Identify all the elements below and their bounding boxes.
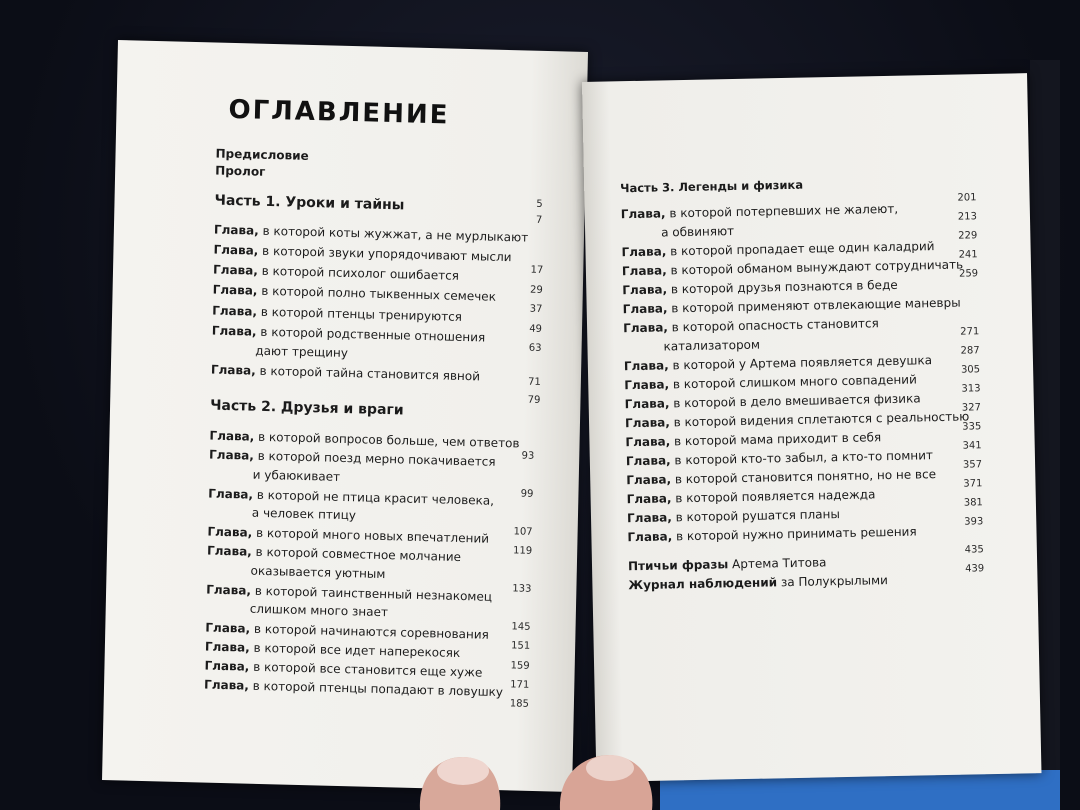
- entry-lead: Глава,: [621, 263, 667, 279]
- chapter-entry: [663, 338, 760, 354]
- chapter-entry: [627, 507, 840, 525]
- chapter-entry: [205, 640, 461, 661]
- page-number: 93: [521, 450, 535, 462]
- entry-text: дают трещину: [255, 343, 349, 361]
- left-book-page: [102, 40, 588, 792]
- page-number: 17: [530, 264, 544, 276]
- entry-lead: Глава,: [210, 362, 256, 378]
- entry-lead: Глава,: [209, 428, 255, 444]
- entry-text: и убаюкивает: [252, 467, 341, 484]
- chapter-entry: [208, 487, 494, 508]
- chapter-entry: [213, 263, 459, 283]
- page-number: 71: [527, 376, 541, 388]
- page-number: 305: [960, 364, 981, 376]
- entry-lead: Глава,: [212, 303, 258, 319]
- chapter-entry: [253, 468, 341, 484]
- page-number: 63: [528, 342, 542, 354]
- entry-lead: Глава,: [212, 282, 258, 298]
- entry-text: в которой вопросов больше, чем ответов: [254, 429, 520, 451]
- entry-lead: Глава,: [208, 486, 254, 502]
- page-number: 313: [961, 383, 981, 395]
- chapter-entry: [661, 224, 734, 239]
- entry-text: в которой у Артема появляется девушка: [668, 353, 933, 373]
- page-number: 213: [957, 211, 978, 223]
- chapter-entry: [207, 544, 461, 564]
- entry-text: в которой опасность становится: [667, 316, 879, 335]
- entry-text: в которой начинаются соревнования: [250, 621, 490, 642]
- page-number: 259: [958, 268, 979, 280]
- entry-lead: Глава,: [213, 242, 259, 258]
- entry-text: в которой нужно принимать решения: [672, 524, 917, 544]
- front-matter-preface: Предисловие: [215, 146, 309, 163]
- entry-text: в которой таинственный незнакомец: [250, 583, 493, 604]
- page-number: 439: [965, 563, 985, 575]
- entry-lead: Журнал наблюдений: [628, 575, 778, 593]
- entry-lead: Глава,: [627, 529, 673, 545]
- chapter-entry: [624, 372, 917, 392]
- fingernail-left: [437, 757, 489, 785]
- entry-lead: Глава,: [203, 677, 250, 693]
- entry-text: в которой становится понятно, но не все: [670, 467, 937, 487]
- entry-text: в которой потерпевших не жалеют,: [665, 201, 899, 221]
- entry-text: а человек птицу: [251, 505, 357, 523]
- entry-text: в которой птенцы попадают в ловушку: [248, 678, 504, 700]
- chapter-entry: [209, 429, 519, 451]
- entry-lead: Глава,: [621, 244, 667, 260]
- page-number: 151: [510, 640, 531, 652]
- entry-text: в которой полно тыквенных семечек: [257, 283, 497, 304]
- chapter-entry: [213, 283, 497, 304]
- page-number: 185: [509, 698, 530, 710]
- appendix-entry: [628, 555, 827, 573]
- entry-lead: Глава,: [622, 301, 668, 317]
- page-number: 145: [511, 621, 531, 633]
- right-book-page: [582, 73, 1041, 782]
- chapter-entry: [622, 278, 898, 297]
- entry-text: в которой поезд мерно покачивается: [253, 448, 496, 469]
- page-number: 7: [535, 214, 543, 226]
- entry-lead: Глава,: [624, 396, 670, 412]
- chapter-entry: [206, 583, 492, 604]
- entry-lead: Глава,: [212, 262, 259, 278]
- chapter-entry: [213, 243, 511, 265]
- page-number: 327: [961, 402, 982, 414]
- chapter-entry: [623, 296, 961, 317]
- entry-lead: Глава,: [626, 472, 672, 488]
- entry-lead: Глава,: [205, 620, 251, 636]
- chapter-entry: [250, 602, 388, 620]
- entry-text: в которой видения сплетаются с реальностью: [669, 409, 970, 430]
- chapter-entry: [624, 353, 932, 373]
- entry-text: а обвиняют: [661, 224, 735, 240]
- page-number: 435: [964, 544, 984, 556]
- entry-text: в которой обманом вынуждают сотрудничать: [666, 257, 964, 278]
- page-number: 107: [513, 526, 533, 538]
- entry-lead: Глава,: [626, 510, 672, 526]
- entry-text: в которой кто-то забыл, а кто-то помнит: [670, 448, 934, 468]
- entry-lead: Глава,: [626, 491, 672, 507]
- entry-text: в которой рушатся планы: [671, 507, 841, 525]
- entry-text: катализатором: [663, 337, 761, 354]
- entry-text: в которой звуки упорядочивают мысли: [258, 243, 512, 265]
- entry-text: оказывается уютным: [250, 563, 386, 582]
- chapter-entry: [625, 409, 970, 430]
- entry-lead: Глава,: [625, 453, 671, 469]
- entry-lead: Глава,: [206, 582, 252, 598]
- entry-lead: Глава,: [622, 320, 669, 336]
- chapter-entry: [625, 391, 921, 411]
- entry-text: в которой слишком много совпадений: [668, 372, 917, 392]
- entry-lead: Глава,: [623, 358, 669, 374]
- page-number: 159: [510, 660, 530, 672]
- page-number: 119: [512, 545, 533, 557]
- entry-lead: Глава,: [213, 222, 259, 238]
- chapter-entry: [212, 304, 462, 324]
- page-number: 381: [963, 497, 983, 509]
- hand-fingers: [400, 735, 700, 810]
- chapter-entry: [626, 448, 933, 468]
- front-matter-prologue: Пролог: [215, 163, 266, 179]
- page-number: 393: [964, 516, 984, 528]
- page-number: 371: [963, 478, 983, 490]
- page-number: 335: [962, 421, 982, 433]
- entry-text: в которой коты жужжат, а не мурлыкают: [258, 223, 529, 245]
- entry-text: в которой пропадает еще один каладрий: [666, 239, 935, 259]
- entry-text: в которой психолог ошибается: [257, 263, 460, 283]
- chapter-entry: [252, 506, 356, 523]
- entry-text: в которой применяют отвлекающие маневры: [667, 295, 961, 316]
- entry-lead: Глава,: [204, 639, 250, 655]
- entry-text: в которой друзья познаются в беде: [666, 277, 898, 297]
- chapter-entry: [627, 487, 876, 506]
- part1-title: Часть 1. Уроки и тайны: [214, 192, 405, 214]
- page-number: 357: [962, 459, 983, 471]
- entry-text: в которой птенцы тренируются: [256, 304, 463, 324]
- entry-text: в которой тайна становится явной: [255, 363, 481, 384]
- chapter-entry: [623, 316, 879, 335]
- entry-text: в которой все становится еще хуже: [249, 659, 483, 680]
- appendix-entry: [628, 573, 888, 592]
- chapter-entry: [212, 324, 486, 345]
- chapter-entry: [626, 467, 936, 487]
- page-number: 241: [958, 249, 978, 261]
- chapter-entry: [209, 448, 496, 469]
- chapter-entry: [211, 363, 480, 384]
- part3-title: Часть 3. Легенды и физика: [620, 177, 804, 196]
- page-number: 99: [520, 488, 534, 500]
- page-number: 29: [529, 284, 543, 296]
- page-number: 287: [960, 345, 980, 357]
- entry-text: в которой мама приходит в себя: [670, 430, 882, 449]
- chapter-entry: [622, 257, 963, 278]
- page-number: 201: [957, 192, 977, 204]
- entry-lead: Глава,: [620, 206, 666, 222]
- page-number: 229: [958, 230, 978, 242]
- entry-lead: Глава,: [624, 415, 671, 431]
- chapter-entry: [207, 525, 489, 546]
- entry-text: в которой родственные отношения: [256, 324, 486, 345]
- page-number: 171: [510, 679, 530, 691]
- chapter-entry: [255, 344, 348, 360]
- entry-lead: Глава,: [208, 447, 255, 463]
- chapter-entry: [214, 223, 528, 245]
- entry-text: слишком много знает: [249, 601, 389, 620]
- page-number: 49: [529, 323, 543, 335]
- chapter-entry: [627, 525, 916, 545]
- entry-lead: Глава,: [204, 658, 250, 674]
- page-number: 133: [512, 583, 532, 595]
- chapter-entry: [250, 564, 385, 581]
- entry-text: в которой появляется надежда: [671, 487, 876, 506]
- fingernail-right: [586, 755, 634, 781]
- entry-lead: Глава,: [622, 282, 668, 298]
- part2-title: Часть 2. Друзья и враги: [209, 397, 404, 419]
- entry-lead: Глава,: [625, 434, 671, 450]
- entry-lead: Птичьи фразы: [627, 557, 729, 574]
- entry-text: за Полукрылыми: [776, 573, 889, 590]
- chapter-entry: [205, 621, 489, 642]
- page-number: 37: [529, 303, 543, 315]
- page-number: 271: [960, 326, 980, 338]
- entry-text: в которой не птица красит человека,: [252, 487, 495, 508]
- chapter-entry: [204, 659, 482, 680]
- page-number: 5: [536, 198, 543, 210]
- chapter-entry: [204, 678, 503, 700]
- entry-lead: Глава,: [207, 524, 253, 540]
- chapter-entry: [621, 202, 899, 222]
- chapter-entry: [621, 239, 934, 259]
- page-number: 79: [527, 394, 541, 406]
- entry-text: в которой в дело вмешивается физика: [669, 391, 921, 411]
- entry-lead: Глава,: [206, 543, 252, 559]
- page-number: 341: [962, 440, 982, 452]
- entry-text: в которой совместное молчание: [251, 544, 462, 565]
- entry-lead: Глава,: [624, 377, 670, 393]
- toc-title: ОГЛАВЛЕНИЕ: [228, 94, 450, 131]
- entry-text: в которой много новых впечатлений: [252, 525, 490, 546]
- entry-lead: Глава,: [211, 323, 257, 339]
- entry-text: в которой все идет наперекосяк: [249, 640, 461, 661]
- entry-text: Артема Титова: [728, 555, 827, 572]
- chapter-entry: [625, 430, 881, 449]
